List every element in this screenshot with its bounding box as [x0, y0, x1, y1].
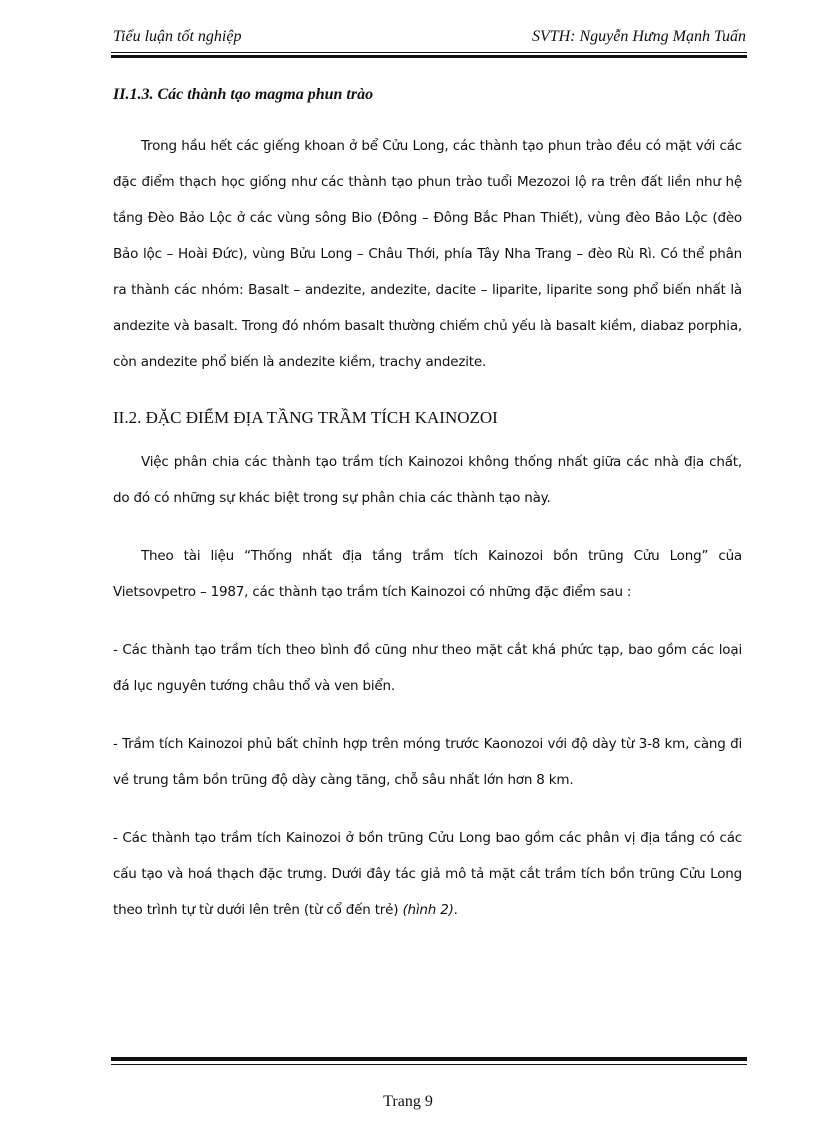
header-rule-thin — [111, 52, 747, 53]
page-number: Trang 9 — [383, 1093, 433, 1110]
section-2-bullet-2: - Trầm tích Kainozoi phủ bất chỉnh hợp trên móng trước Kaonozoi với độ dày từ 3-8 km, càng đi về trung tâm bồn trũng độ dày càng tăng, chỗ sâu nhất lớn hơn 8 km. — [113, 736, 742, 788]
section-2-bullet-1: - Các thành tạo trầm tích theo bình đồ cũng như theo mặt cắt khá phức tạp, bao gồm các loại đá lục nguyên tướng châu thổ và ven biển. — [113, 642, 742, 694]
footer-rule-thin — [111, 1064, 747, 1065]
section-2-title: II.2. ĐẶC ĐIỂM ĐỊA TẦNG TRẦM TÍCH KAINOZOI — [113, 408, 498, 427]
section-131-paragraph: Trong hầu hết các giếng khoan ở bể Cửu Long, các thành tạo phun trào đều có mặt với các đặc điểm thạch học giống như các thành tạo phun trào tuổi Mezozoi lộ ra trên đất liền như hệ tầng Đèo Bảo Lộc ở các vùng sông Bio (Đông – Đông Bắc Phan Thiết), vùng đèo Bảo Lộc (đèo Bảo lộc – Hoài Đức), vùng Bửu Long – Châu Thới, phía Tây Nha Trang – đèo Rù Rì. Có thể phân ra thành các nhóm: Basalt – andezite, andezite, dacite – liparite, liparite song phổ biến nhất là andezite và basalt. Trong đó nhóm basalt thường chiếm chủ yếu là basalt kiềm, diabaz porphia, còn andezite phổ biến là andezite kiềm, trachy andezite. — [113, 138, 742, 370]
section-131-title: II.1.3. Các thành tạo magma phun trào — [113, 86, 374, 103]
bullet-3-end: . — [453, 902, 458, 918]
page-body — [113, 80, 742, 928]
header-author: SVTH: Nguyễn Hưng Mạnh Tuấn — [531, 28, 746, 45]
bullet-3-text: - Các thành tạo trầm tích Kainozoi ở bồn trũng Cửu Long bao gồm các phân vị địa tầng có các cấu tạo và hoá thạch đặc trưng. Dưới đây tác giả mô tả mặt cắt trầm tích bồn trũng Cửu Long theo trình tự từ dưới lên trên (từ cổ đến trẻ) — [113, 830, 742, 918]
section-2-paragraph-2: Theo tài liệu “Thống nhất địa tầng trầm tích Kainozoi bồn trũng Cửu Long” của Vietsovpetro – 1987, các thành tạo trầm tích Kainozoi có những đặc điểm sau : — [113, 548, 742, 600]
page-header — [113, 28, 746, 50]
header-document-title: Tiểu luận tốt nghiệp — [113, 28, 242, 45]
figure-reference: (hình 2) — [402, 902, 454, 918]
header-rule-thick — [111, 55, 747, 58]
footer-rule-thick — [111, 1057, 747, 1061]
section-2-bullet-3 — [113, 820, 742, 928]
section-2-paragraph-1: Việc phân chia các thành tạo trầm tích Kainozoi không thống nhất giữa các nhà địa chất, do đó có những sự khác biệt trong sự phân chia các thành tạo này. — [113, 454, 742, 506]
